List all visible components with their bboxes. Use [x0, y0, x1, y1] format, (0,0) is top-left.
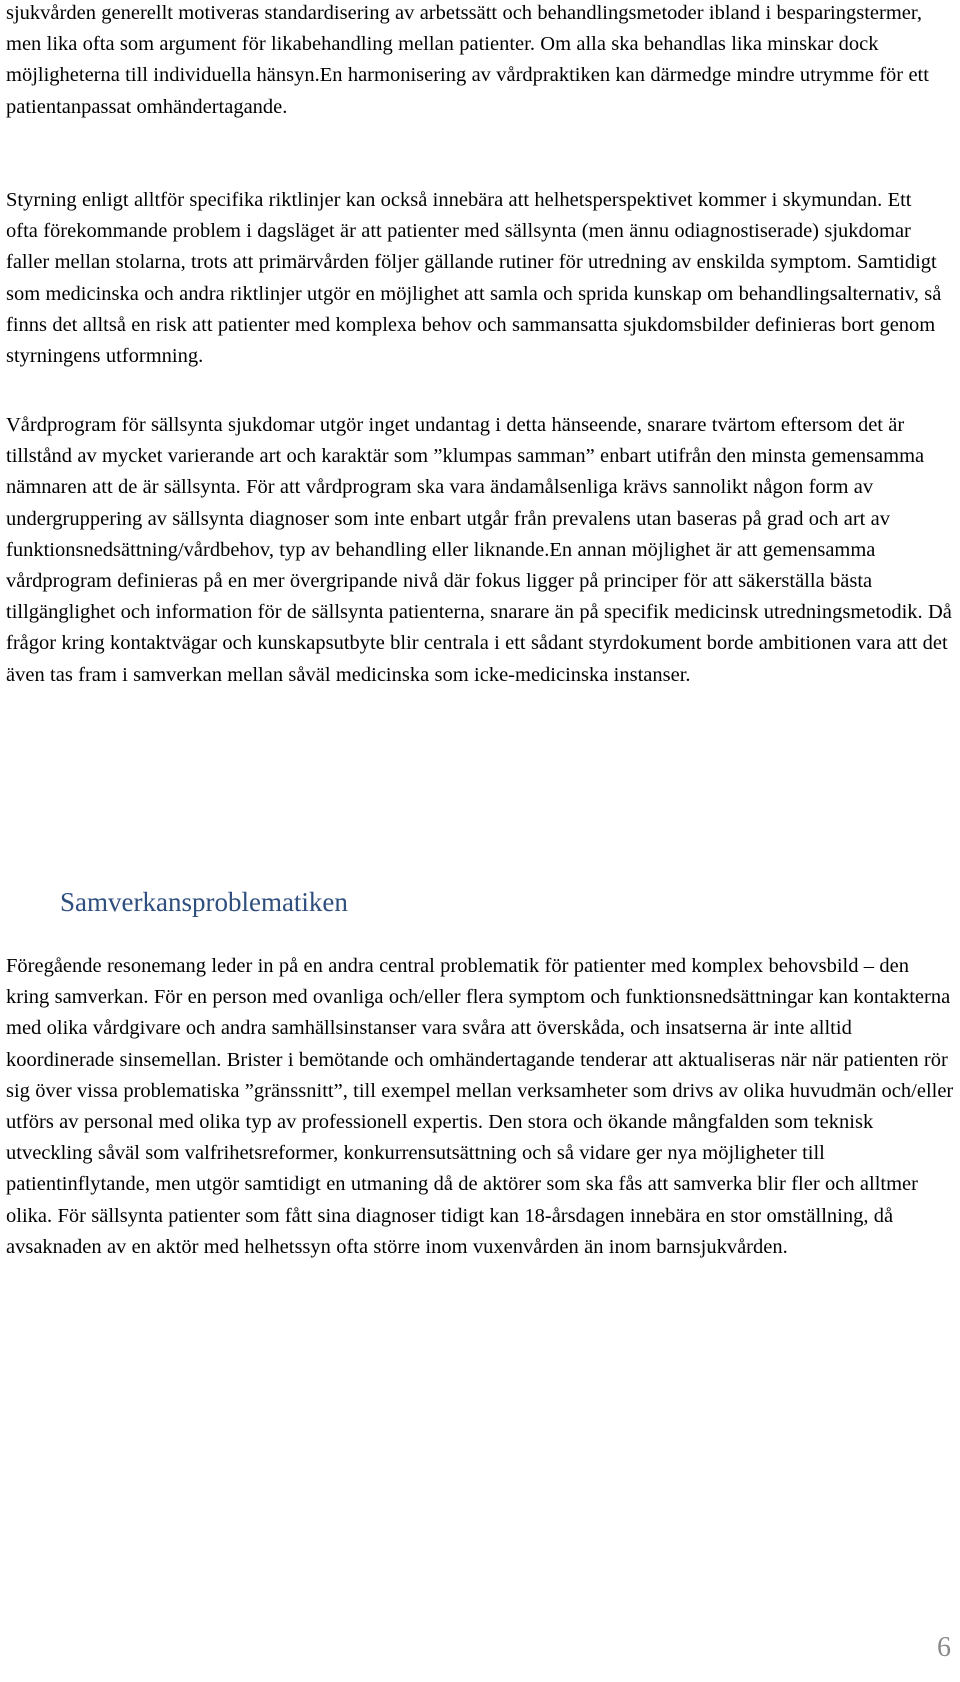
- page-number: 6: [937, 1632, 951, 1663]
- body-paragraph-3: Vårdprogram för sällsynta sjukdomar utgör inget undantag i detta hänseende, snarare tvärtom eftersom det är tillstånd av mycket varierande art och karaktär som ”klumpas samman” enbart utifrån den minsta gemensamma nämnaren att de är sällsynta. För att vårdprogram ska vara ändamålsenliga krävs sannolikt någon form av undergruppering av sällsynta diagnoser som inte enbart utgår från prevalens utan baseras på grad och art av funktionsnedsättning/vårdbehov, typ av behandling eller liknande.En annan möjlighet är att gemensamma vårdprogram definieras på en mer övergripande nivå där fokus ligger på principer för att säkerställa bästa tillgänglighet och information för de sällsynta patienterna, snarare än på specifik medicinsk utredningsmetodik. Då frågor kring kontaktvägar och kunskapsutbyte blir centrala i ett sådant styrdokument borde ambitionen vara att det även tas fram i samverkan mellan såväl medicinska som icke-medicinska instanser.: [6, 414, 952, 686]
- body-paragraph-1: sjukvården generellt motiveras standardisering av arbetssätt och behandlingsmetoder ibland i besparingstermer, men lika ofta som argument för likabehandling mellan patienter. Om alla ska behandlas lika minskar dock möjligheterna till individuella hänsyn.En harmonisering av vårdpraktiken kan därmedge mindre utrymme för ett patientanpassat omhändertagande.: [6, 2, 929, 118]
- section-paragraph: Föregående resonemang leder in på en andra central problematik för patienter med komplex behovsbild – den kring samverkan. För en person med ovanliga och/eller flera symptom och funktionsnedsättningar kan kontakterna med olika vårdgivare och andra samhällsinstanser vara svåra att överskåda, och insatserna är inte alltid koordinerade sinsemellan. Brister i bemötande och omhändertagande tenderar att aktualiseras när när patienten rör sig över vissa problematiska ”gränssnitt”, till exempel mellan verksamheter som drivs av olika huvudmän och/eller utförs av personal med olika typ av professionell expertis. Den stora och ökande mångfalden som teknisk utveckling såväl som valfrihetsreformer, konkurrensutsättning och så vidare ger nya möjligheter till patientinflytande, men utgör samtidigt en utmaning då de aktörer som ska fås att samverka blir fler och alltmer olika. För sällsynta patienter som fått sina diagnoser tidigt kan 18-årsdagen innebära en stor omställning, då avsaknaden av en aktör med helhetssyn ofta större inom vuxenvården än inom barnsjukvården.: [6, 955, 954, 1258]
- body-paragraph-2: Styrning enligt alltför specifika riktlinjer kan också innebära att helhetsperspektivet kommer i skymundan. Ett ofta förekommande problem i dagsläget är att patienter med sällsynta (men ännu odiagnostiserade) sjukdomar faller mellan stolarna, trots att primärvården följer gällande rutiner för utredning av enskilda symptom. Samtidigt som medicinska och andra riktlinjer utgör en möjlighet att samla och sprida kunskap om behandlingsalternativ, så finns det alltså en risk att patienter med komplexa behov och sammansatta sjukdomsbilder definieras bort genom styrningens utformning.: [6, 189, 942, 368]
- section-heading: Samverkansproblematiken: [60, 887, 348, 917]
